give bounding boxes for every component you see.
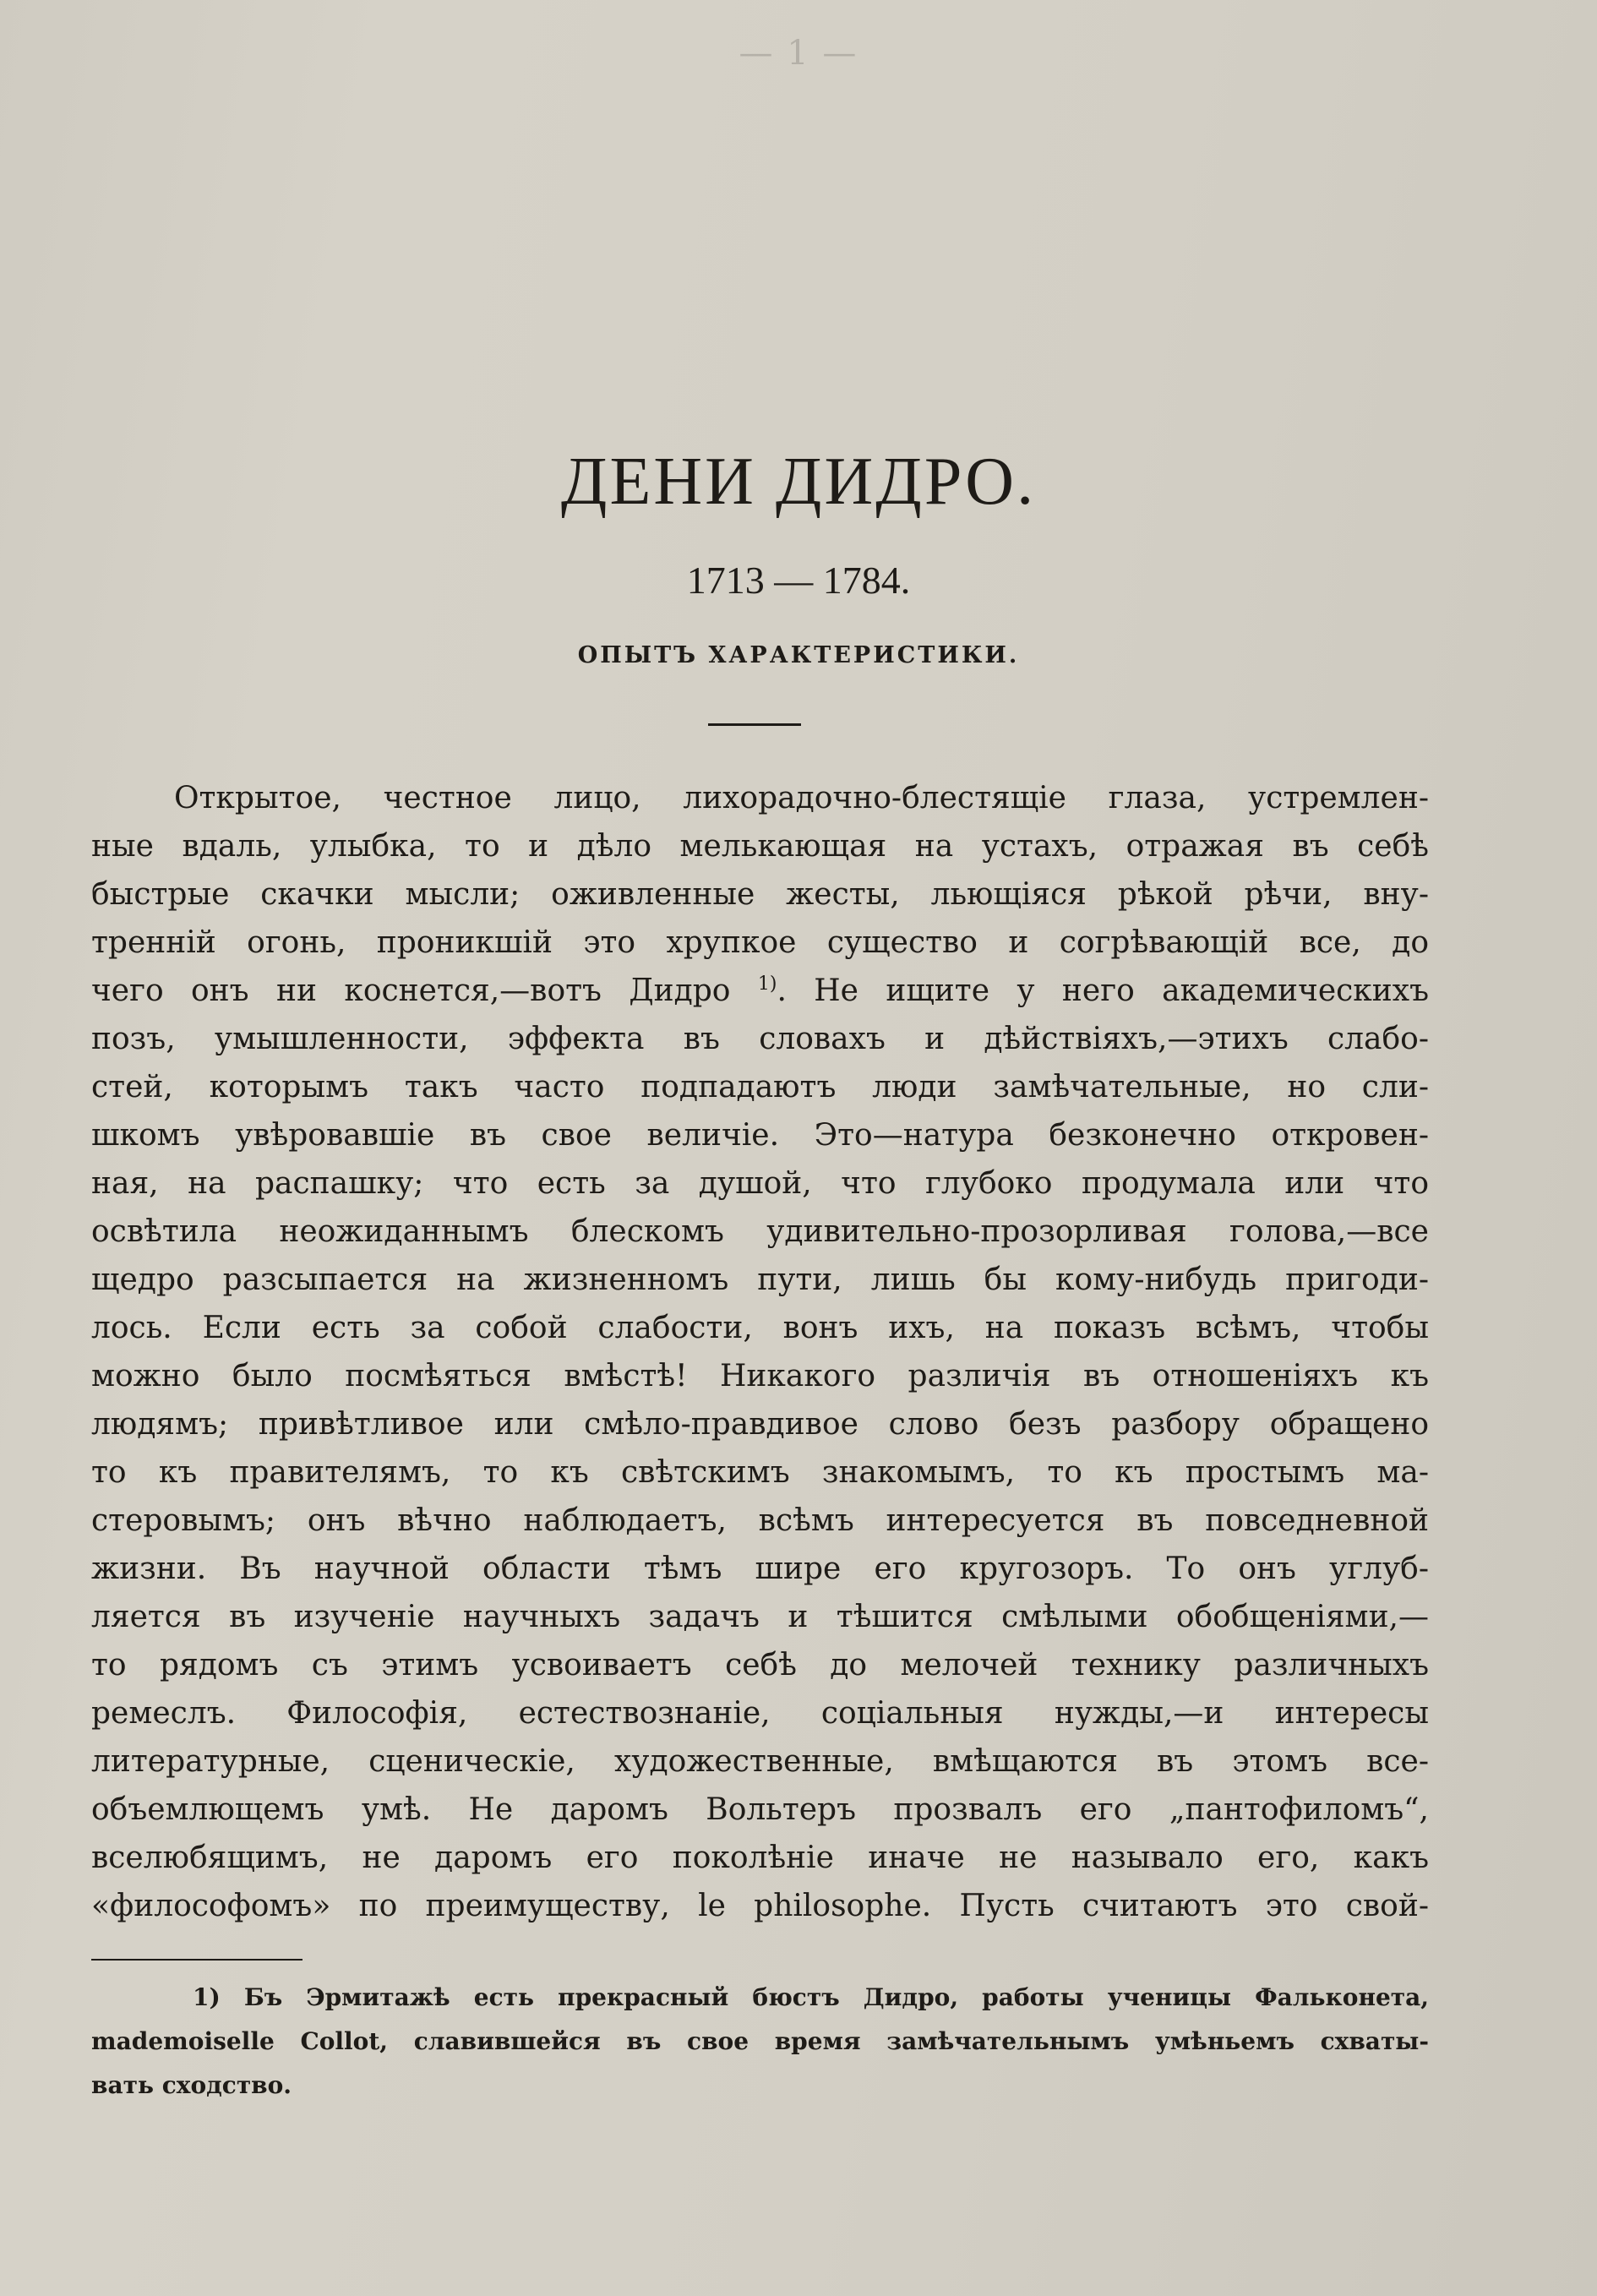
footnote-marker: 1): [193, 1983, 221, 2011]
text-line: шкомъ увѣровавшіе въ свое величіе. Это—натура безконечно откровен-: [91, 1118, 1429, 1153]
text-line: литературные, сценическіе, художественные, вмѣщаются въ этомъ все-: [91, 1744, 1429, 1779]
main-paragraph: [91, 774, 1429, 1930]
text-line: стеровымъ; онъ вѣчно наблюдаетъ, всѣмъ интересуется въ повседневной: [91, 1503, 1429, 1538]
text-line-start: чего онъ ни коснется,—вотъ Дидро: [91, 973, 731, 1008]
text-line: объемлющемъ умѣ. Не даромъ Вольтеръ прозвалъ его „пантофиломъ“,: [91, 1792, 1429, 1827]
text-line: освѣтила неожиданнымъ блескомъ удивительно-прозорливая голова,—все: [91, 1214, 1429, 1249]
page-number-header: — 1 —: [739, 34, 858, 73]
life-years: 1713 — 1784.: [686, 559, 911, 602]
footnote: [91, 1976, 1429, 2108]
text-line: ремеслъ. Философія, естествознаніе, соціальныя нужды,—и интересы: [91, 1696, 1429, 1731]
footnote-text: Бъ Эрмитажѣ есть прекрасный бюстъ Дидро, работы ученицы Фальконета,: [243, 1983, 1429, 2011]
text-line: ная, на распашку; что есть за душой, что глубоко продумала или что: [91, 1166, 1429, 1201]
text-line: «философомъ» по преимуществу, le philosophe. Пусть считаютъ это свой-: [91, 1889, 1429, 1923]
text-line: можно было посмѣяться вмѣстѣ! Никакого различія въ отношеніяхъ къ: [91, 1359, 1429, 1393]
text-line: лось. Если есть за собой слабости, вонъ ихъ, на показъ всѣмъ, чтобы: [91, 1311, 1429, 1345]
text-line: тренній огонь, проникшій это хрупкое существо и согрѣвающій все, до: [91, 925, 1429, 960]
footnote-divider: [91, 1959, 303, 1961]
page-title: ДЕНИ ДИДРО.: [560, 444, 1037, 519]
text-line: Открытое, честное лицо, лихорадочно-блестящіе глаза, устремлен-: [174, 781, 1429, 815]
footnote-line: mademoiselle Collot, славившейся въ свое время замѣчательнымъ умѣньемъ схваты-: [91, 2027, 1429, 2055]
text-line: то рядомъ съ этимъ усвоиваетъ себѣ до мелочей технику различныхъ: [91, 1648, 1429, 1682]
text-line: щедро разсыпается на жизненномъ пути, лишь бы кому-нибудь пригоди-: [91, 1263, 1429, 1297]
text-line: вселюбящимъ, не даромъ его поколѣніе иначе не называло его, какъ: [91, 1841, 1429, 1875]
page-subtitle: ОПЫТЪ ХАРАКТЕРИСТИКИ.: [577, 642, 1020, 668]
footnote-line: вать сходство.: [91, 2071, 292, 2099]
text-line: [91, 967, 1429, 1015]
text-line-end: . Не ищите у него академическихъ: [777, 973, 1429, 1008]
footnote-line: [91, 1976, 1429, 2020]
title-divider: [708, 723, 801, 726]
text-line: стей, которымъ такъ часто подпадаютъ люди замѣчательные, но сли-: [91, 1070, 1429, 1104]
text-line: быстрые скачки мысли; оживленные жесты, льющіяся рѣкой рѣчи, вну-: [91, 877, 1429, 912]
text-line: то къ правителямъ, то къ свѣтскимъ знакомымъ, то къ простымъ ма-: [91, 1455, 1429, 1490]
text-line: ляется въ изученіе научныхъ задачъ и тѣшится смѣлыми обобщеніями,—: [91, 1600, 1429, 1634]
text-line: ные вдаль, улыбка, то и дѣло мелькающая на устахъ, отражая въ себѣ: [91, 829, 1429, 864]
text-line: людямъ; привѣтливое или смѣло-правдивое слово безъ разбору обращено: [91, 1407, 1429, 1442]
text-line: жизни. Въ научной области тѣмъ шире его кругозоръ. То онъ углуб-: [91, 1552, 1429, 1586]
text-line: позъ, умышленности, эффекта въ словахъ и дѣйствіяхъ,—этихъ слабо-: [91, 1022, 1429, 1056]
footnote-reference[interactable]: 1): [757, 973, 777, 995]
